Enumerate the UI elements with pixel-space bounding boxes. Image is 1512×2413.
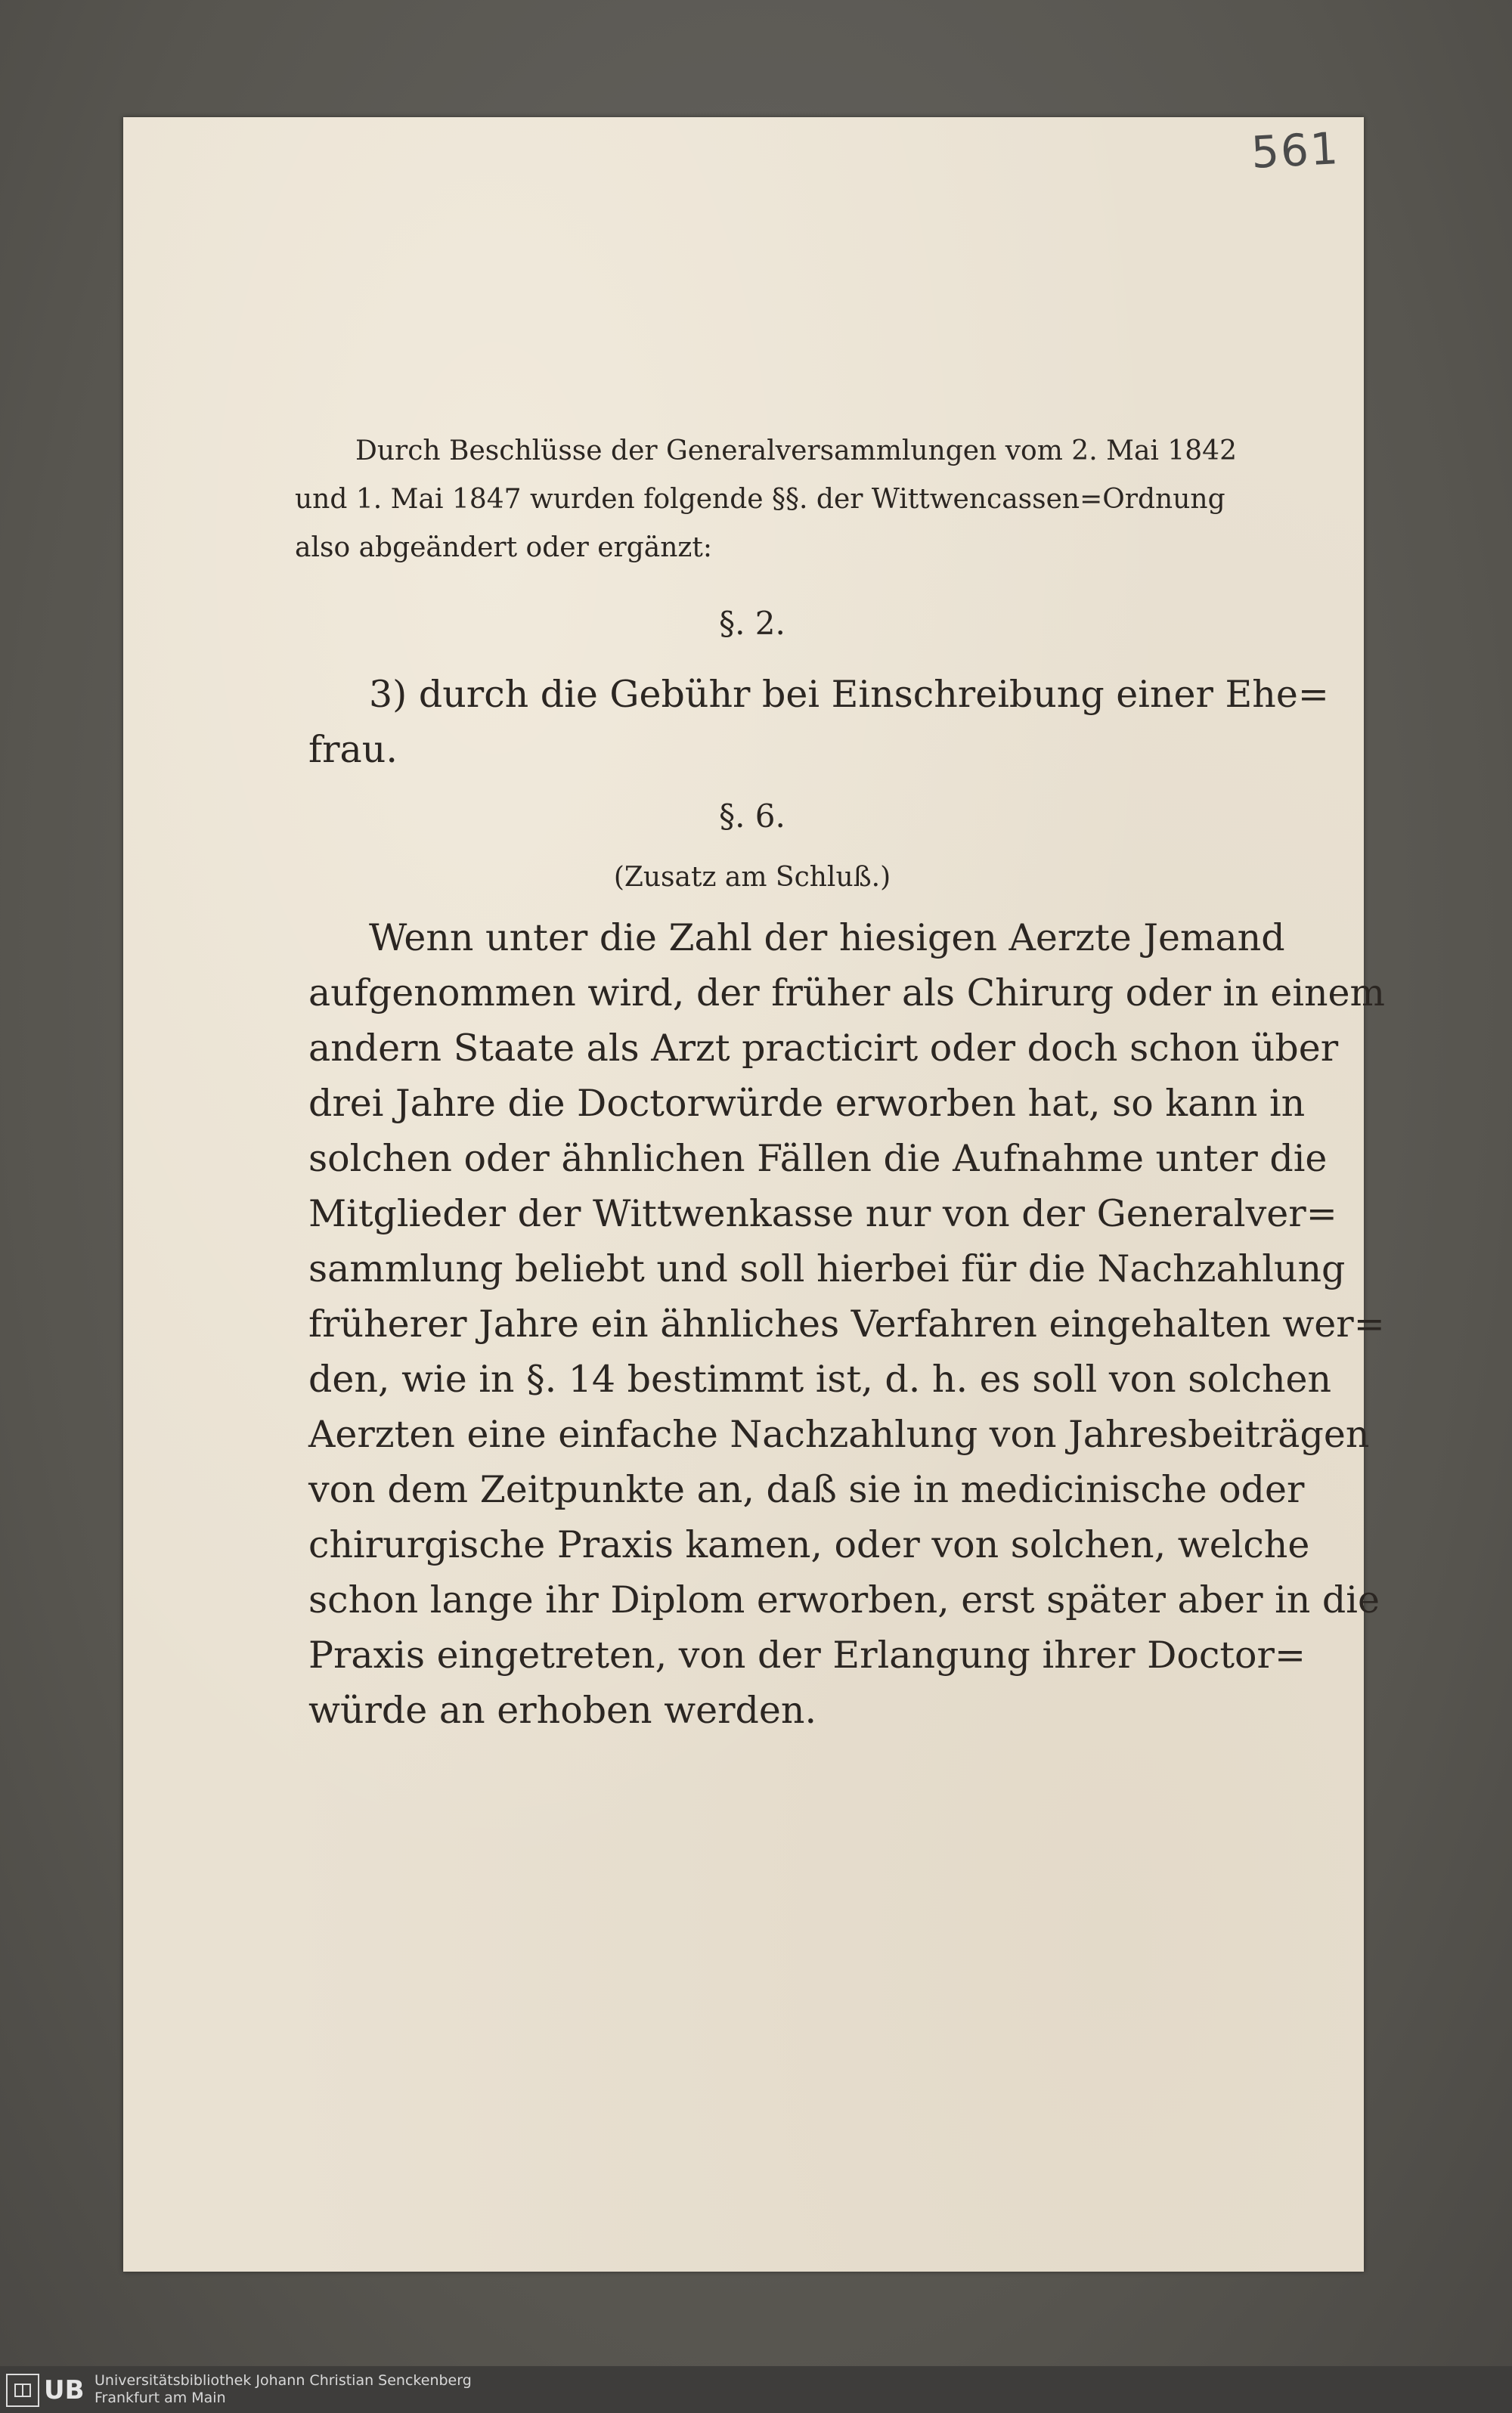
section-6-line: drei Jahre die Doctorwürde erworben hat, so kann in: [308, 1082, 1306, 1125]
section-6-line: den, wie in §. 14 bestimmt ist, d. h. es soll von solchen: [308, 1358, 1332, 1401]
section-6-line: von dem Zeitpunkte an, daß sie in medicinische oder: [308, 1468, 1305, 1511]
section-subheading: (Zusatz am Schluß.): [613, 862, 891, 893]
section-6-line: Aerzten eine einfache Nachzahlung von Jahresbeiträgen: [308, 1413, 1370, 1456]
section-6-line: solchen oder ähnlichen Fällen die Aufnahme unter die: [308, 1137, 1328, 1180]
library-credit: [94, 2372, 472, 2407]
page-number: 561: [1250, 122, 1341, 179]
section-6-line: chirurgische Praxis kamen, oder von solchen, welche: [308, 1523, 1310, 1566]
section-6-line: schon lange ihr Diplom erworben, erst später aber in die: [308, 1578, 1380, 1622]
intro-line: also abgeändert oder ergänzt:: [295, 532, 712, 563]
library-logo-icon: [6, 2374, 39, 2407]
section-2-line: frau.: [308, 728, 398, 771]
library-logo-text: UB: [44, 2375, 85, 2405]
library-city: Frankfurt am Main: [94, 2390, 226, 2406]
section-6-line: würde an erhoben werden.: [308, 1689, 817, 1732]
section-6-line: aufgenommen wird, der früher als Chirurg oder in einem: [308, 971, 1386, 1014]
section-6-line: Praxis eingetreten, von der Erlangung ihrer Doctor=: [308, 1634, 1306, 1677]
section-2-line: 3) durch die Gebühr bei Einschreibung einer Ehe=: [369, 673, 1329, 716]
section-6-line: Mitglieder der Wittwenkasse nur von der Generalver=: [308, 1192, 1337, 1235]
library-logo: [6, 2374, 85, 2407]
section-heading-2: §. 2.: [719, 605, 785, 642]
section-6-line: sammlung beliebt und soll hierbei für die Nachzahlung: [308, 1247, 1346, 1290]
section-6-line: früherer Jahre ein ähnliches Verfahren eingehalten wer=: [308, 1303, 1385, 1346]
library-name: Universitätsbibliothek Johann Christian Senckenberg: [94, 2372, 472, 2389]
intro-line: und 1. Mai 1847 wurden folgende §§. der Wittwencassen=Ordnung: [295, 484, 1225, 515]
intro-line: Durch Beschlüsse der Generalversammlungen vom 2. Mai 1842: [355, 435, 1237, 466]
section-heading-6: §. 6.: [719, 798, 785, 835]
footer-bar: [0, 2366, 1512, 2413]
section-6-line: andern Staate als Arzt practicirt oder doch schon über: [308, 1027, 1339, 1070]
section-6-line: Wenn unter die Zahl der hiesigen Aerzte Jemand: [369, 916, 1285, 959]
